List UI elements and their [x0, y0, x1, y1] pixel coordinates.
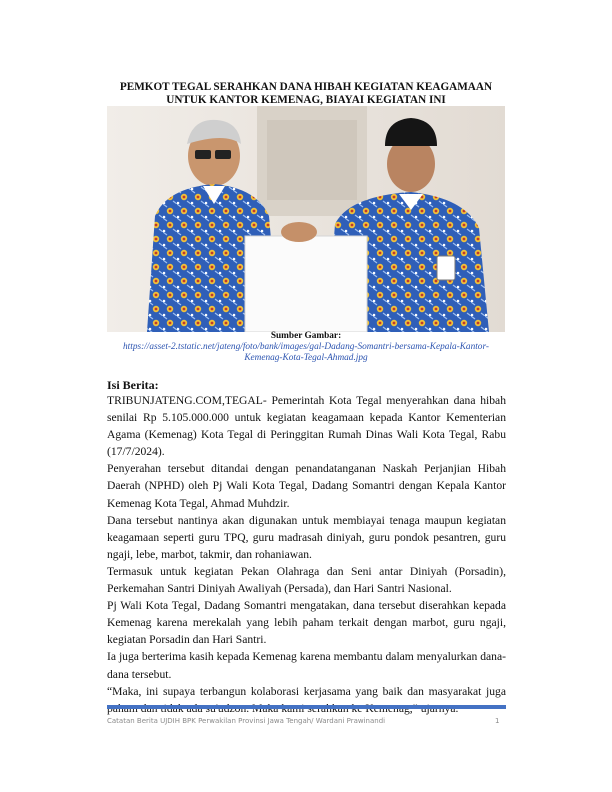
paragraph: Pj Wali Kota Tegal, Dadang Somantri mengatakan, dana tersebut diserahkan kepada Kemenag karena merekalah yang lebih paham terkait dengan marbot, guru ngaji, kegiatan Porsadin dan Hari Santri.	[107, 599, 506, 647]
document-title	[96, 81, 516, 106]
paragraph: Dana tersebut nantinya akan digunakan untuk membiayai tenaga maupun kegiatan keagamaan seperti guru TPQ, guru madrasah diniyah, guru pondok pesantren, guru ngaji, lebe, marbot, takmir, dan rohaniawan.	[107, 513, 506, 561]
paragraph: Termasuk untuk kegiatan Pekan Olahraga dan Seni antar Diniyah (Porsadin), Perkemahan Santri Diniyah Awaliyah (Persada), dan Hari Santri Nasional.	[107, 564, 506, 596]
caption-label: Sumber Gambar:	[270, 331, 342, 341]
paragraph: “Maka, ini supaya terbangun kolaborasi kerjasama yang baik dan masyarakat juga	[107, 684, 506, 698]
paragraph: Ia juga berterima kasih kepada Kemenag karena membantu dalam menyalurkan dana-dana tersebut.	[107, 650, 506, 681]
news-photo	[107, 106, 505, 332]
title-line-1: PEMKOT TEGAL SERAHKAN DANA HIBAH KEGIATAN KEAGAMAAN	[119, 81, 493, 93]
footer-text: Catatan Berita UJDIH BPK Perwakilan Provinsi Jawa Tengah/ Wardani Prawinandi	[107, 717, 386, 725]
article-body	[107, 392, 506, 717]
article-heading: Isi Berita:	[107, 378, 159, 392]
footer-rule	[107, 705, 506, 709]
title-line-2: UNTUK KANTOR KEMENAG, BIAYAI KEGIATAN INI	[166, 93, 446, 106]
paragraph: Penyerahan tersebut ditandai dengan penandatanganan Naskah Perjanjian Hibah Daerah (NPHD) oleh Pj Wali Kota Tegal, Dadang Somantri dengan Kepala Kantor Kemenag Kota Tegal, Ahmad Muhdzir.	[107, 462, 506, 510]
caption-source-link[interactable]: https://asset-2.tstatic.net/jateng/foto/bank/images/gal-Dadang-Somantri-bersama-Kepala-Kantor-Kemenag-Kota-Tegal-Ahmad.jpg	[123, 342, 489, 363]
page-number: 1	[495, 717, 500, 725]
paragraph: TRIBUNJATENG.COM,TEGAL- Pemerintah Kota Tegal menyerahkan dana hibah senilai Rp 5.105.000.000 untuk kegiatan keagamaan kepada Kantor Kementerian Agama (Kemenag) Kota Tegal di Peringgitan Rumah Dinas Wali Kota Tegal, Rabu (17/7/2024).	[107, 394, 506, 459]
